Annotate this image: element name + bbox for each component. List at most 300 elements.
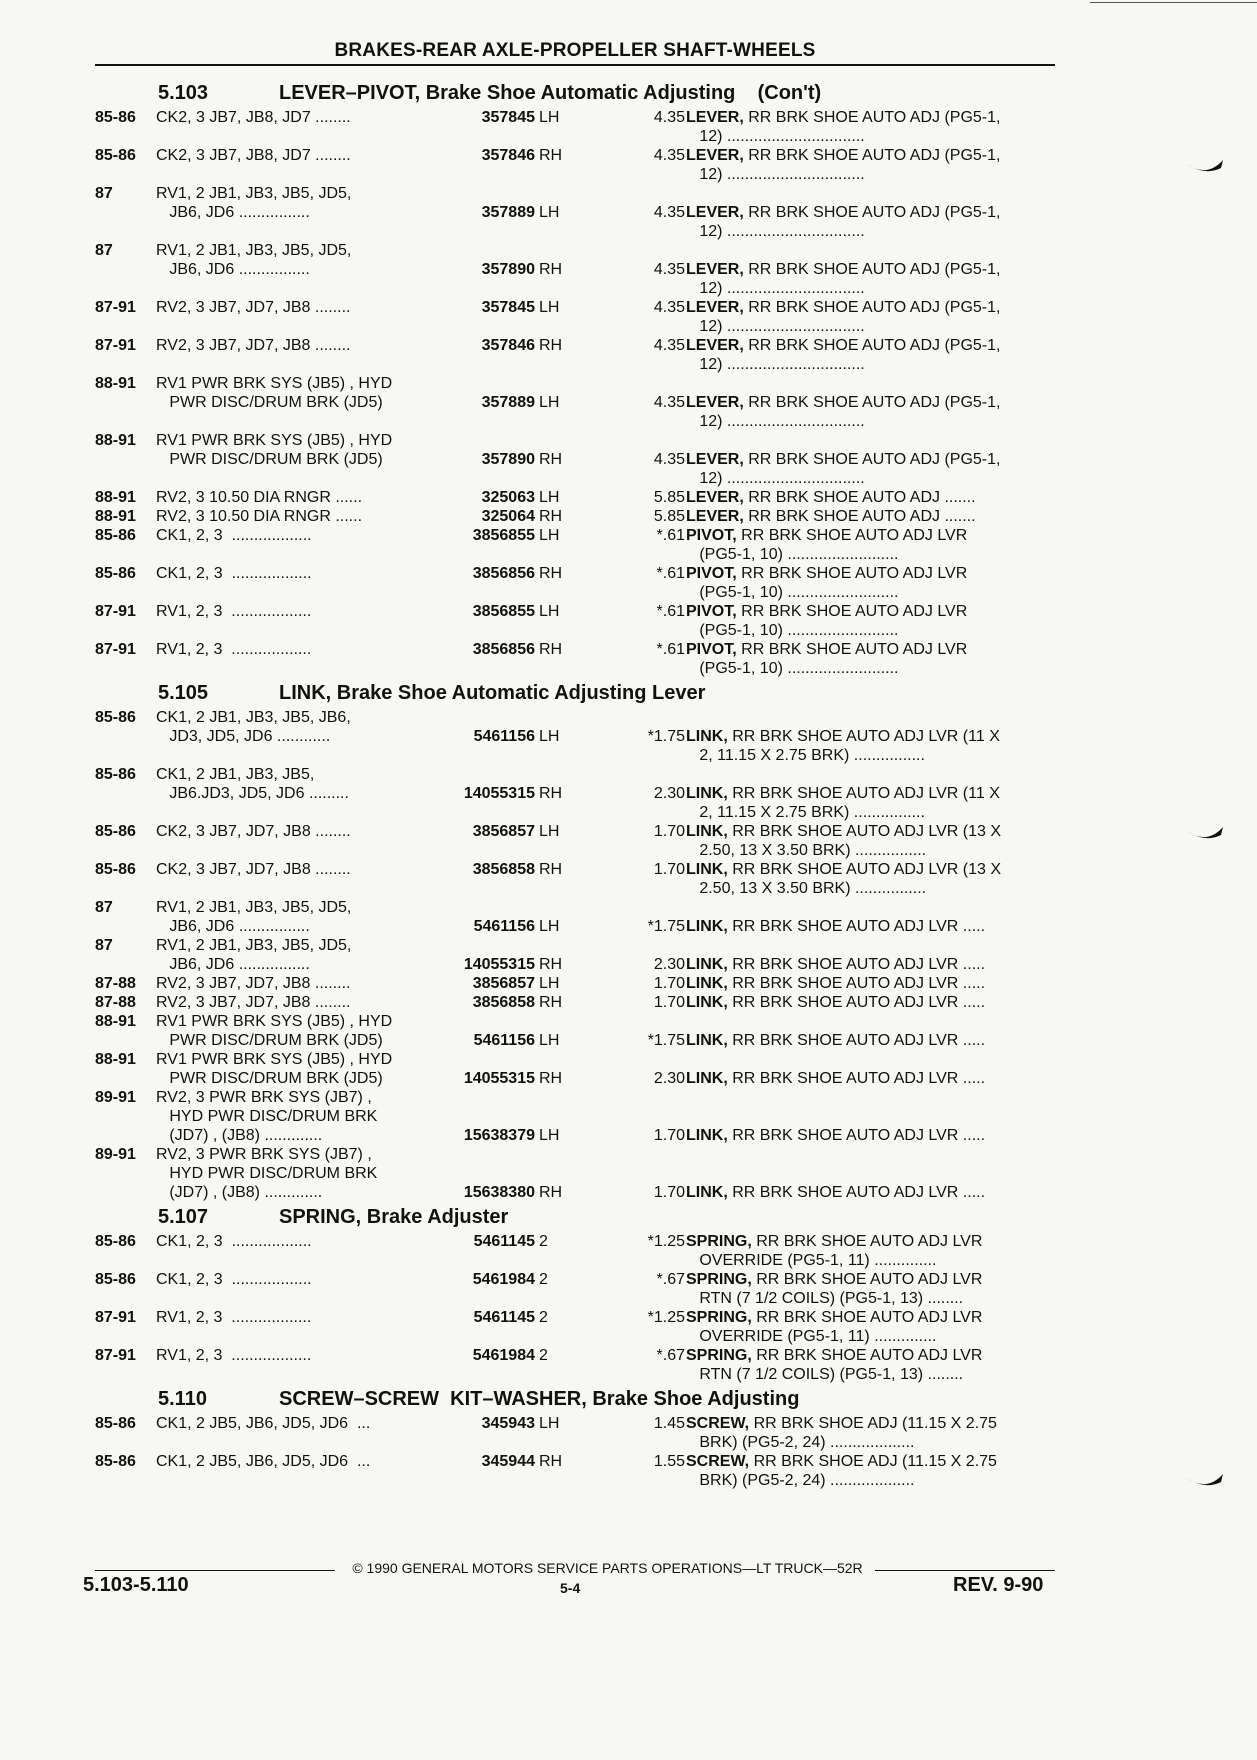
- part-description-text: RR BRK SHOE AUTO ADJ LVR (13 X 2.50, 13 X 3.50 BRK) ................: [699, 861, 1002, 897]
- part-side-qty: RH: [539, 261, 563, 278]
- part-description-keyword: LINK,: [686, 861, 728, 878]
- model-codes: RV1, 2, 3 ..................: [156, 603, 312, 620]
- part-side-qty: RH: [539, 451, 563, 468]
- part-price: 2.30: [653, 1070, 685, 1087]
- part-number: 357889: [481, 204, 535, 221]
- part-description: [686, 1308, 1056, 1346]
- part-description-text: RR BRK SHOE AUTO ADJ LVR (PG5-1, 10) .........................: [699, 641, 968, 677]
- part-description: [686, 1414, 1056, 1452]
- part-side-qty: 2: [539, 1233, 548, 1250]
- parts-row: [95, 1452, 1055, 1490]
- part-side-qty: RH: [539, 994, 563, 1011]
- part-number: 357846: [481, 147, 535, 164]
- part-description: [686, 1183, 1056, 1202]
- part-description-text: RR BRK SHOE AUTO ADJ LVR .....: [727, 1127, 986, 1144]
- model-years: 85-86: [95, 1415, 136, 1432]
- part-price: 4.35: [653, 261, 685, 278]
- part-description: [686, 203, 1056, 241]
- part-description-keyword: LINK,: [686, 975, 728, 992]
- model-years: 85-86: [95, 527, 136, 544]
- model-codes: CK2, 3 JB7, JD7, JB8 ........: [156, 861, 351, 878]
- part-side-qty: RH: [539, 956, 563, 973]
- model-years: 87-91: [95, 1347, 136, 1364]
- model-codes: CK1, 2, 3 ..................: [156, 565, 312, 582]
- part-description-keyword: LINK,: [686, 823, 728, 840]
- part-number: 3856857: [472, 823, 535, 840]
- footer-copyright: © 1990 GENERAL MOTORS SERVICE PARTS OPERATIONS—LT TRUCK—52R: [352, 1560, 863, 1576]
- part-number: 3856856: [472, 565, 535, 582]
- part-price: 4.35: [653, 204, 685, 221]
- part-price: 1.70: [653, 994, 685, 1011]
- part-price: 1.70: [653, 975, 685, 992]
- part-description: [686, 860, 1056, 898]
- part-side-qty: LH: [539, 728, 560, 745]
- footer-page-number: 5-4: [560, 1580, 581, 1596]
- parts-row: [95, 640, 1055, 678]
- part-description: [686, 1126, 1056, 1145]
- part-number: 14055315: [463, 1070, 535, 1087]
- part-description-text: RR BRK SHOE AUTO ADJ (PG5-1, 12) ...............................: [699, 204, 1001, 240]
- part-description-keyword: PIVOT,: [686, 603, 737, 620]
- model-codes: CK2, 3 JB7, JB8, JD7 ........: [156, 109, 351, 126]
- part-description-keyword: LINK,: [686, 728, 728, 745]
- part-description-text: RR BRK SHOE AUTO ADJ (PG5-1, 12) ...............................: [699, 394, 1001, 430]
- part-description-text: RR BRK SHOE AUTO ADJ LVR OVERRIDE (PG5-1, 11) ..............: [699, 1309, 983, 1345]
- model-codes: RV2, 3 PWR BRK SYS (JB7) , HYD PWR DISC/DRUM BRK (JD7) , (JB8) .............: [156, 1146, 378, 1201]
- part-side-qty: 2: [539, 1271, 548, 1288]
- part-number: 3856858: [472, 861, 535, 878]
- part-price: *.67: [656, 1347, 685, 1364]
- part-description-text: RR BRK SHOE AUTO ADJ (PG5-1, 12) ...............................: [699, 299, 1001, 335]
- part-number: 3856858: [472, 994, 535, 1011]
- section-number: 5.110: [158, 1388, 207, 1410]
- model-codes: RV1 PWR BRK SYS (JB5) , HYD PWR DISC/DRUM BRK (JD5): [156, 1013, 393, 1049]
- parts-row: [95, 564, 1055, 602]
- part-description: [686, 1232, 1056, 1270]
- model-codes: CK1, 2 JB5, JB6, JD5, JD6 ...: [156, 1415, 371, 1432]
- part-side-qty: LH: [539, 975, 560, 992]
- part-description: [686, 640, 1056, 678]
- part-description-keyword: LINK,: [686, 1070, 728, 1087]
- parts-row: [95, 1145, 1055, 1202]
- parts-row: [95, 1232, 1055, 1270]
- part-description: [686, 917, 1056, 936]
- model-years: 89-91: [95, 1146, 136, 1163]
- part-price: *1.25: [647, 1309, 685, 1326]
- part-number: 5461156: [473, 1032, 535, 1049]
- part-description-keyword: PIVOT,: [686, 641, 737, 658]
- model-years: 88-91: [95, 508, 136, 525]
- part-price: 1.70: [653, 823, 685, 840]
- model-codes: RV2, 3 JB7, JD7, JB8 ........: [156, 975, 351, 992]
- part-number: 357846: [481, 337, 535, 354]
- part-description-keyword: LINK,: [686, 785, 728, 802]
- part-description-keyword: LEVER,: [686, 261, 744, 278]
- part-description-text: RR BRK SHOE AUTO ADJ LVR (11 X 2, 11.15 X 2.75 BRK) ................: [699, 728, 1000, 764]
- part-description-keyword: SPRING,: [686, 1271, 752, 1288]
- section-title: LEVER–PIVOT, Brake Shoe Automatic Adjusting (Con't): [279, 82, 822, 104]
- part-price: 4.35: [653, 451, 685, 468]
- parts-row: [95, 507, 1055, 526]
- part-number: 357890: [481, 261, 535, 278]
- part-description-keyword: SPRING,: [686, 1309, 752, 1326]
- part-number: 345944: [481, 1453, 535, 1470]
- part-description-text: RR BRK SHOE AUTO ADJ LVR .....: [727, 918, 986, 935]
- part-description-keyword: SPRING,: [686, 1233, 752, 1250]
- part-side-qty: LH: [539, 527, 560, 544]
- part-number: 5461984: [472, 1347, 535, 1364]
- part-description: [686, 822, 1056, 860]
- part-description-text: RR BRK SHOE AUTO ADJ LVR .....: [727, 1032, 986, 1049]
- model-codes: CK1, 2, 3 ..................: [156, 1271, 312, 1288]
- part-description-text: RR BRK SHOE AUTO ADJ (PG5-1, 12) ...............................: [699, 451, 1001, 487]
- model-codes: RV1 PWR BRK SYS (JB5) , HYD PWR DISC/DRUM BRK (JD5): [156, 1051, 393, 1087]
- part-description: [686, 564, 1056, 602]
- part-description: [686, 955, 1056, 974]
- parts-row: [95, 298, 1055, 336]
- part-number: 15638379: [463, 1127, 535, 1144]
- model-years: 85-86: [95, 709, 136, 726]
- parts-row: [95, 1414, 1055, 1452]
- part-description: [686, 974, 1056, 993]
- binder-hole-mark-icon: [1185, 1472, 1225, 1490]
- model-years: 85-86: [95, 766, 136, 783]
- parts-row: [95, 184, 1055, 241]
- part-number: 14055315: [463, 956, 535, 973]
- part-side-qty: RH: [539, 508, 563, 525]
- part-price: 4.35: [653, 394, 685, 411]
- model-codes: CK1, 2, 3 ..................: [156, 1233, 312, 1250]
- part-number: 357889: [481, 394, 535, 411]
- part-side-qty: RH: [539, 337, 563, 354]
- model-codes: RV1, 2 JB1, JB3, JB5, JD5, JB6, JD6 ................: [156, 185, 352, 221]
- part-side-qty: LH: [539, 299, 560, 316]
- part-price: 4.35: [653, 147, 685, 164]
- footer-revision: REV. 9-90: [953, 1574, 1044, 1596]
- part-description-text: RR BRK SHOE AUTO ADJ LVR .....: [727, 975, 986, 992]
- parts-row: [95, 526, 1055, 564]
- part-side-qty: LH: [539, 823, 560, 840]
- parts-row: [95, 708, 1055, 765]
- part-number: 3856855: [472, 603, 535, 620]
- part-description: [686, 1069, 1056, 1088]
- part-description: [686, 784, 1056, 822]
- parts-row: [95, 108, 1055, 146]
- part-number: 357845: [481, 299, 535, 316]
- model-codes: CK2, 3 JB7, JD7, JB8 ........: [156, 823, 351, 840]
- part-price: 1.70: [653, 861, 685, 878]
- model-codes: RV1 PWR BRK SYS (JB5) , HYD PWR DISC/DRUM BRK (JD5): [156, 375, 393, 411]
- model-codes: RV1, 2, 3 ..................: [156, 1309, 312, 1326]
- parts-row: [95, 431, 1055, 488]
- part-description-text: RR BRK SHOE AUTO ADJ LVR (PG5-1, 10) .........................: [699, 603, 968, 639]
- model-codes: RV1 PWR BRK SYS (JB5) , HYD PWR DISC/DRUM BRK (JD5): [156, 432, 393, 468]
- part-description-keyword: LEVER,: [686, 508, 744, 525]
- model-years: 85-86: [95, 565, 136, 582]
- model-years: 88-91: [95, 432, 136, 449]
- section-heading: [95, 1202, 1055, 1232]
- part-description: [686, 507, 1056, 526]
- part-description-text: RR BRK SHOE AUTO ADJ LVR (PG5-1, 10) .........................: [699, 565, 968, 601]
- parts-row: [95, 1308, 1055, 1346]
- part-price: *.61: [656, 527, 685, 544]
- model-codes: RV2, 3 10.50 DIA RNGR ......: [156, 489, 363, 506]
- part-side-qty: RH: [539, 785, 563, 802]
- section-number: 5.105: [158, 682, 209, 704]
- part-price: 4.35: [653, 337, 685, 354]
- part-description-keyword: LINK,: [686, 1127, 728, 1144]
- model-years: 87: [95, 937, 113, 954]
- part-side-qty: RH: [539, 861, 563, 878]
- part-number: 3856855: [472, 527, 535, 544]
- parts-row: [95, 993, 1055, 1012]
- model-years: 85-86: [95, 1233, 136, 1250]
- part-description-keyword: PIVOT,: [686, 527, 737, 544]
- part-description: [686, 260, 1056, 298]
- model-years: 88-91: [95, 375, 136, 392]
- part-side-qty: LH: [539, 1127, 560, 1144]
- part-number: 14055315: [463, 785, 535, 802]
- part-number: 325063: [481, 489, 535, 506]
- part-side-qty: LH: [539, 603, 560, 620]
- part-price: *.61: [656, 641, 685, 658]
- model-years: 88-91: [95, 1051, 136, 1068]
- model-years: 87-88: [95, 975, 136, 992]
- part-price: 5.85: [653, 508, 685, 525]
- part-description-text: RR BRK SHOE AUTO ADJ (PG5-1, 12) ...............................: [699, 109, 1001, 145]
- header-rule: [95, 64, 1055, 66]
- part-description: [686, 393, 1056, 431]
- parts-row: [95, 1346, 1055, 1384]
- model-years: 87-91: [95, 1309, 136, 1326]
- part-description: [686, 727, 1056, 765]
- model-codes: RV1, 2, 3 ..................: [156, 641, 312, 658]
- part-price: 2.30: [653, 956, 685, 973]
- part-description-keyword: LEVER,: [686, 489, 744, 506]
- part-side-qty: RH: [539, 1070, 563, 1087]
- part-side-qty: RH: [539, 1184, 563, 1201]
- part-description-text: RR BRK SHOE AUTO ADJ LVR (11 X 2, 11.15 X 2.75 BRK) ................: [699, 785, 1000, 821]
- part-description-text: RR BRK SHOE AUTO ADJ LVR .....: [727, 956, 986, 973]
- part-description-keyword: SCREW,: [686, 1453, 750, 1470]
- model-codes: CK1, 2 JB1, JB3, JB5, JB6, JD3, JD5, JD6 ............: [156, 709, 351, 745]
- part-side-qty: LH: [539, 918, 560, 935]
- parts-row: [95, 898, 1055, 936]
- model-codes: RV2, 3 JB7, JD7, JB8 ........: [156, 337, 351, 354]
- model-codes: RV1, 2 JB1, JB3, JB5, JD5, JB6, JD6 ................: [156, 899, 352, 935]
- parts-row: [95, 1050, 1055, 1088]
- part-description: [686, 336, 1056, 374]
- part-description: [686, 108, 1056, 146]
- parts-row: [95, 602, 1055, 640]
- parts-row: [95, 146, 1055, 184]
- model-codes: RV1, 2 JB1, JB3, JB5, JD5, JB6, JD6 ................: [156, 242, 352, 278]
- model-codes: RV1, 2, 3 ..................: [156, 1347, 312, 1364]
- binder-hole-mark-icon: [1185, 158, 1225, 176]
- section-title: LINK, Brake Shoe Automatic Adjusting Lever: [279, 682, 706, 704]
- model-years: 88-91: [95, 489, 136, 506]
- model-years: 87-91: [95, 641, 136, 658]
- part-description-text: RR BRK SHOE AUTO ADJ LVR RTN (7 1/2 COILS) (PG5-1, 13) ........: [699, 1347, 983, 1383]
- part-side-qty: RH: [539, 1453, 563, 1470]
- part-description-text: RR BRK SHOE AUTO ADJ LVR .....: [727, 1070, 986, 1087]
- part-price: *1.75: [647, 918, 685, 935]
- part-description-text: RR BRK SHOE AUTO ADJ (PG5-1, 12) ...............................: [699, 337, 1001, 373]
- part-description-keyword: LINK,: [686, 1032, 728, 1049]
- part-side-qty: LH: [539, 109, 560, 126]
- parts-row: [95, 488, 1055, 507]
- part-description-keyword: LEVER,: [686, 299, 744, 316]
- part-description: [686, 1270, 1056, 1308]
- part-side-qty: LH: [539, 489, 560, 506]
- parts-row: [95, 241, 1055, 298]
- model-years: 87: [95, 899, 113, 916]
- part-description-text: RR BRK SHOE ADJ (11.15 X 2.75 BRK) (PG5-2, 24) ...................: [699, 1415, 997, 1451]
- part-side-qty: RH: [539, 641, 563, 658]
- binder-hole-mark-icon: [1185, 825, 1225, 843]
- part-number: 5461145: [473, 1309, 535, 1326]
- part-description-text: RR BRK SHOE AUTO ADJ .......: [743, 489, 976, 506]
- parts-row: [95, 1270, 1055, 1308]
- part-side-qty: RH: [539, 565, 563, 582]
- model-years: 87-91: [95, 299, 136, 316]
- part-number: 345943: [481, 1415, 535, 1432]
- part-description-keyword: LINK,: [686, 994, 728, 1011]
- section-title: SPRING, Brake Adjuster: [279, 1206, 509, 1228]
- parts-row: [95, 765, 1055, 822]
- part-description-keyword: LINK,: [686, 956, 728, 973]
- part-price: *.67: [656, 1271, 685, 1288]
- model-years: 85-86: [95, 1453, 136, 1470]
- part-number: 357845: [481, 109, 535, 126]
- model-years: 87-91: [95, 337, 136, 354]
- part-description: [686, 526, 1056, 564]
- part-description: [686, 993, 1056, 1012]
- parts-row: [95, 974, 1055, 993]
- model-years: 87: [95, 185, 113, 202]
- model-years: 85-86: [95, 147, 136, 164]
- part-description-keyword: LEVER,: [686, 204, 744, 221]
- part-price: *1.75: [647, 1032, 685, 1049]
- part-price: *.61: [656, 565, 685, 582]
- part-description: [686, 1346, 1056, 1384]
- part-number: 3856856: [472, 641, 535, 658]
- part-description-text: RR BRK SHOE AUTO ADJ .......: [743, 508, 976, 525]
- section-title: SCREW–SCREW KIT–WASHER, Brake Shoe Adjusting: [279, 1388, 800, 1410]
- model-years: 87: [95, 242, 113, 259]
- part-description-keyword: LEVER,: [686, 109, 744, 126]
- part-price: 1.45: [653, 1415, 685, 1432]
- part-description-keyword: LEVER,: [686, 394, 744, 411]
- part-description-text: RR BRK SHOE AUTO ADJ LVR (13 X 2.50, 13 X 3.50 BRK) ................: [699, 823, 1002, 859]
- part-number: 5461145: [473, 1233, 535, 1250]
- part-description-keyword: LINK,: [686, 918, 728, 935]
- part-side-qty: RH: [539, 147, 563, 164]
- model-years: 89-91: [95, 1089, 136, 1106]
- part-description-text: RR BRK SHOE AUTO ADJ LVR .....: [727, 1184, 986, 1201]
- page-header-title: BRAKES-REAR AXLE-PROPELLER SHAFT-WHEELS: [334, 40, 816, 61]
- part-description: [686, 1452, 1056, 1490]
- section-number: 5.103: [158, 82, 209, 104]
- parts-row: [95, 936, 1055, 974]
- part-description-text: RR BRK SHOE AUTO ADJ LVR OVERRIDE (PG5-1, 11) ..............: [699, 1233, 983, 1269]
- model-years: 87-88: [95, 994, 136, 1011]
- parts-row: [95, 860, 1055, 898]
- part-price: *1.25: [647, 1233, 685, 1250]
- part-description-keyword: LEVER,: [686, 337, 744, 354]
- part-description: [686, 298, 1056, 336]
- part-description-keyword: SCREW,: [686, 1415, 750, 1432]
- parts-row: [95, 374, 1055, 431]
- part-price: 1.55: [653, 1453, 685, 1470]
- part-description-keyword: LINK,: [686, 1184, 728, 1201]
- part-number: 357890: [481, 451, 535, 468]
- part-number: 325064: [481, 508, 535, 525]
- part-price: *1.75: [647, 728, 685, 745]
- part-side-qty: 2: [539, 1309, 548, 1326]
- section-heading: [95, 1384, 1055, 1414]
- model-codes: CK1, 2 JB1, JB3, JB5, JB6.JD3, JD5, JD6 .........: [156, 766, 349, 802]
- section-number: 5.107: [158, 1206, 209, 1228]
- part-side-qty: LH: [539, 1032, 560, 1049]
- model-codes: RV2, 3 10.50 DIA RNGR ......: [156, 508, 363, 525]
- part-price: 1.70: [653, 1184, 685, 1201]
- model-codes: RV2, 3 JB7, JD7, JB8 ........: [156, 299, 351, 316]
- part-side-qty: 2: [539, 1347, 548, 1364]
- part-price: 4.35: [653, 299, 685, 316]
- part-price: 1.70: [653, 1127, 685, 1144]
- model-years: 85-86: [95, 1271, 136, 1288]
- footer-rule-left: [95, 1570, 335, 1571]
- parts-listing: [95, 78, 1055, 1490]
- part-description-text: RR BRK SHOE AUTO ADJ LVR (PG5-1, 10) .........................: [699, 527, 968, 563]
- model-codes: CK2, 3 JB7, JB8, JD7 ........: [156, 147, 351, 164]
- part-description: [686, 146, 1056, 184]
- footer-rule-right: [875, 1570, 1055, 1571]
- part-number: 15638380: [463, 1184, 535, 1201]
- section-heading: [95, 678, 1055, 708]
- model-years: 85-86: [95, 861, 136, 878]
- part-description-keyword: SPRING,: [686, 1347, 752, 1364]
- part-description-text: RR BRK SHOE AUTO ADJ (PG5-1, 12) ...............................: [699, 261, 1001, 297]
- parts-row: [95, 336, 1055, 374]
- part-side-qty: LH: [539, 1415, 560, 1432]
- part-description-text: RR BRK SHOE ADJ (11.15 X 2.75 BRK) (PG5-2, 24) ...................: [699, 1453, 997, 1489]
- part-side-qty: LH: [539, 204, 560, 221]
- model-years: 85-86: [95, 109, 136, 126]
- model-years: 87-91: [95, 603, 136, 620]
- part-price: 2.30: [653, 785, 685, 802]
- part-price: *.61: [656, 603, 685, 620]
- part-number: 5461156: [473, 918, 535, 935]
- part-number: 5461156: [473, 728, 535, 745]
- part-number: 5461984: [472, 1271, 535, 1288]
- model-codes: RV2, 3 PWR BRK SYS (JB7) , HYD PWR DISC/DRUM BRK (JD7) , (JB8) .............: [156, 1089, 378, 1144]
- part-description-text: RR BRK SHOE AUTO ADJ LVR .....: [727, 994, 986, 1011]
- part-description-text: RR BRK SHOE AUTO ADJ LVR RTN (7 1/2 COILS) (PG5-1, 13) ........: [699, 1271, 983, 1307]
- scan-edge-line: [1090, 2, 1257, 3]
- part-description-text: RR BRK SHOE AUTO ADJ (PG5-1, 12) ...............................: [699, 147, 1001, 183]
- part-price: 5.85: [653, 489, 685, 506]
- part-description-keyword: LEVER,: [686, 147, 744, 164]
- part-description: [686, 1031, 1056, 1050]
- model-codes: RV1, 2 JB1, JB3, JB5, JD5, JB6, JD6 ................: [156, 937, 352, 973]
- parts-row: [95, 1088, 1055, 1145]
- part-description-keyword: PIVOT,: [686, 565, 737, 582]
- parts-row: [95, 1012, 1055, 1050]
- model-codes: RV2, 3 JB7, JD7, JB8 ........: [156, 994, 351, 1011]
- model-years: 85-86: [95, 823, 136, 840]
